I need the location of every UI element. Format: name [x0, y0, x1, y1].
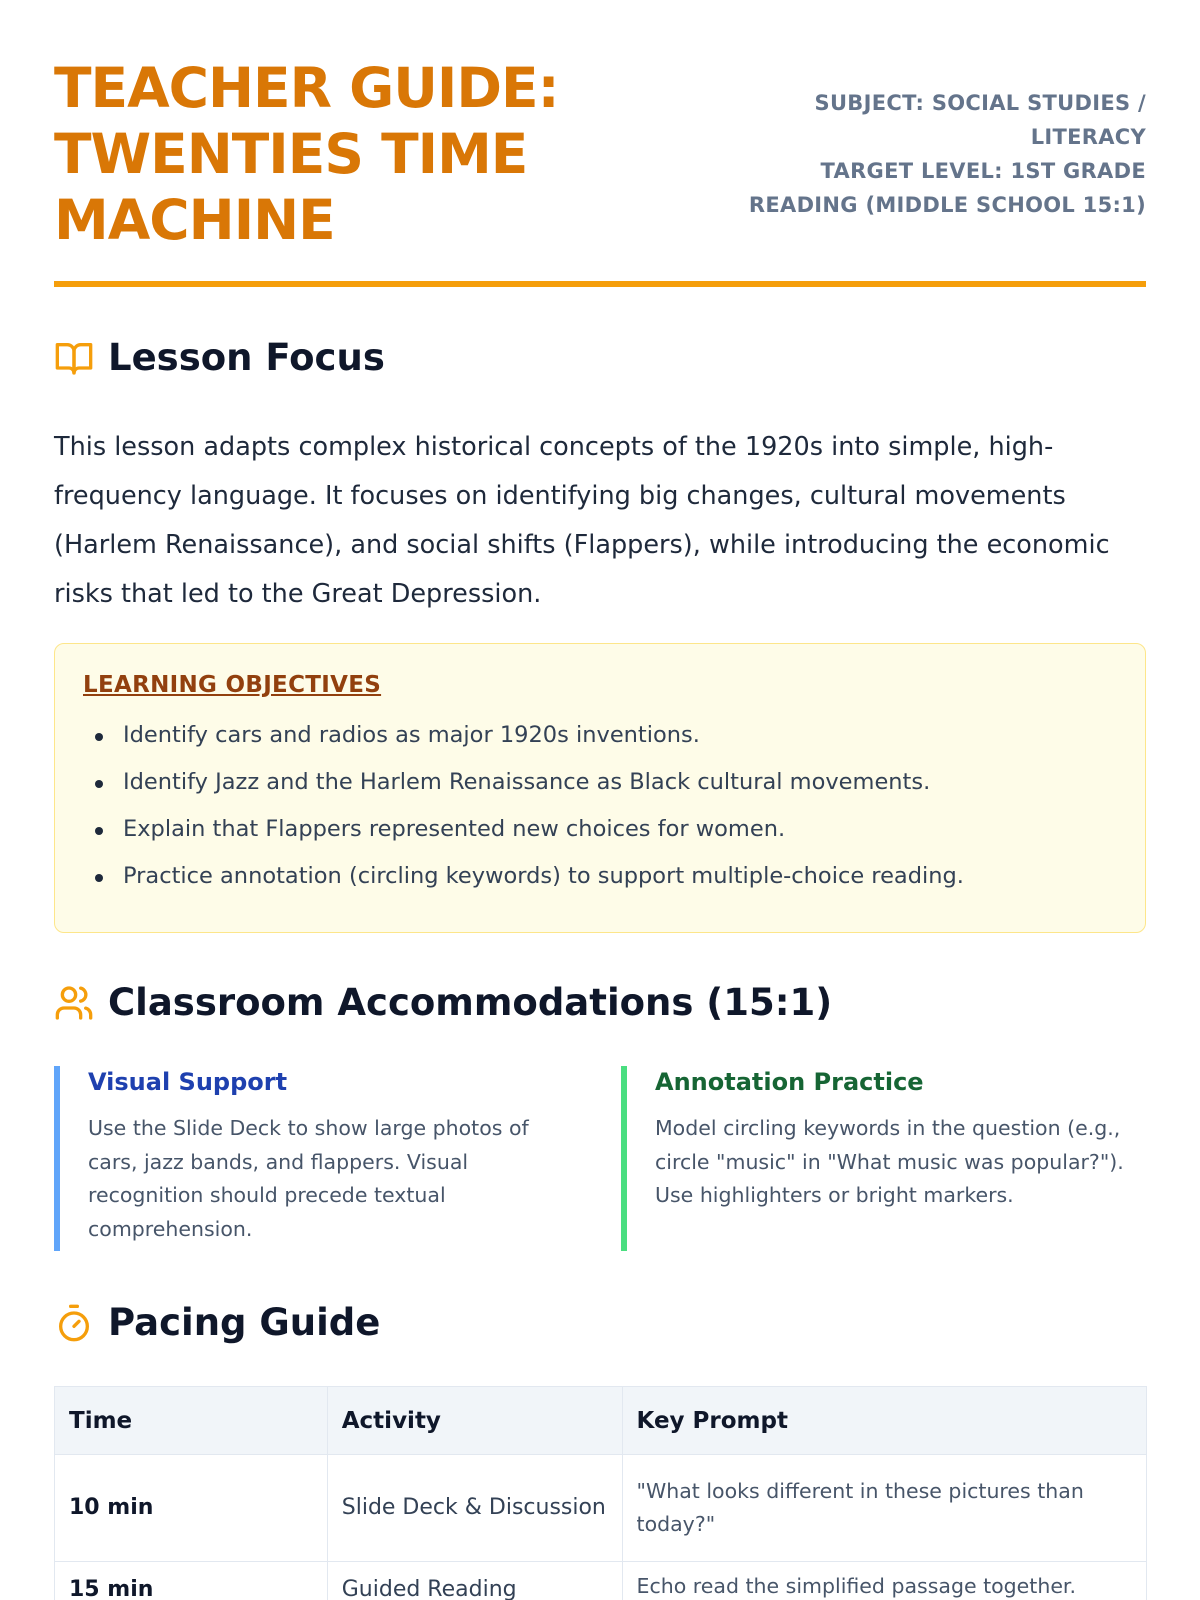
column-header-time: Time — [55, 1387, 328, 1455]
pacing-guide-heading — [54, 1301, 380, 1344]
target-level-label: TARGET LEVEL: 1ST GRADE READING (MIDDLE SCHOOL 15:1) — [748, 159, 1146, 217]
subject-label: SUBJECT: SOCIAL STUDIES / LITERACY — [814, 91, 1146, 149]
pacing-guide-title: Pacing Guide — [108, 1301, 381, 1344]
activity-cell: Guided Reading — [327, 1562, 622, 1600]
activity-cell: Slide Deck & Discussion — [327, 1455, 622, 1562]
column-header-key-prompt: Key Prompt — [622, 1387, 1146, 1455]
accommodations-heading — [54, 981, 832, 1024]
objectives-list — [83, 712, 1117, 900]
visual-support-text: Use the Slide Deck to show large photos of cars, jazz bands, and flappers. Visual recognition should precede textual comprehension. — [88, 1116, 529, 1241]
objective-item: Practice annotation (circling keywords) to support multiple-choice reading. — [83, 853, 1117, 900]
column-header-activity: Activity — [327, 1387, 622, 1455]
objective-item: Identify Jazz and the Harlem Renaissance as Black cultural movements. — [83, 759, 1117, 806]
lesson-focus-text: This lesson adapts complex historical concepts of the 1920s into simple, high-frequency language. It focuses on identifying big changes, cultural movements (Harlem Renaissance), and social shifts (Flappers), while introducing the economic risks that led to the Great Depression. — [54, 432, 1110, 609]
prompt-cell: "What looks different in these pictures than today?" — [622, 1455, 1146, 1562]
table-row — [55, 1455, 1147, 1562]
visual-support-card — [54, 1066, 574, 1251]
objective-item: Identify cars and radios as major 1920s inventions. — [83, 712, 1117, 759]
prompt-cell: Echo read the simplified passage together. — [622, 1562, 1146, 1600]
lesson-focus-title: Lesson Focus — [108, 336, 385, 379]
header — [54, 0, 1146, 287]
accommodations-title: Classroom Accommodations (15:1) — [108, 981, 833, 1024]
annotation-practice-title: Annotation Practice — [655, 1068, 924, 1096]
visual-support-title: Visual Support — [88, 1068, 288, 1096]
table-header-row — [55, 1387, 1147, 1455]
objectives-title: LEARNING OBJECTIVES — [83, 672, 382, 698]
timer-icon — [54, 1303, 94, 1343]
users-icon — [54, 983, 94, 1023]
table-row — [55, 1562, 1147, 1600]
annotation-practice-card — [621, 1066, 1151, 1251]
book-open-icon — [54, 338, 94, 378]
time-cell: 15 min — [55, 1562, 328, 1600]
pacing-table — [54, 1386, 1147, 1600]
subject-meta — [726, 86, 1146, 222]
lesson-focus-heading — [54, 336, 385, 379]
time-cell: 10 min — [55, 1455, 328, 1562]
learning-objectives-box — [54, 643, 1146, 933]
page-title: TEACHER GUIDE: TWENTIES TIME MACHINE — [54, 56, 559, 252]
objective-item: Explain that Flappers represented new choices for women. — [83, 806, 1117, 853]
annotation-practice-text: Model circling keywords in the question (e.g., circle "music" in "What music was popular?"). Use highlighters or bright markers. — [655, 1116, 1124, 1207]
